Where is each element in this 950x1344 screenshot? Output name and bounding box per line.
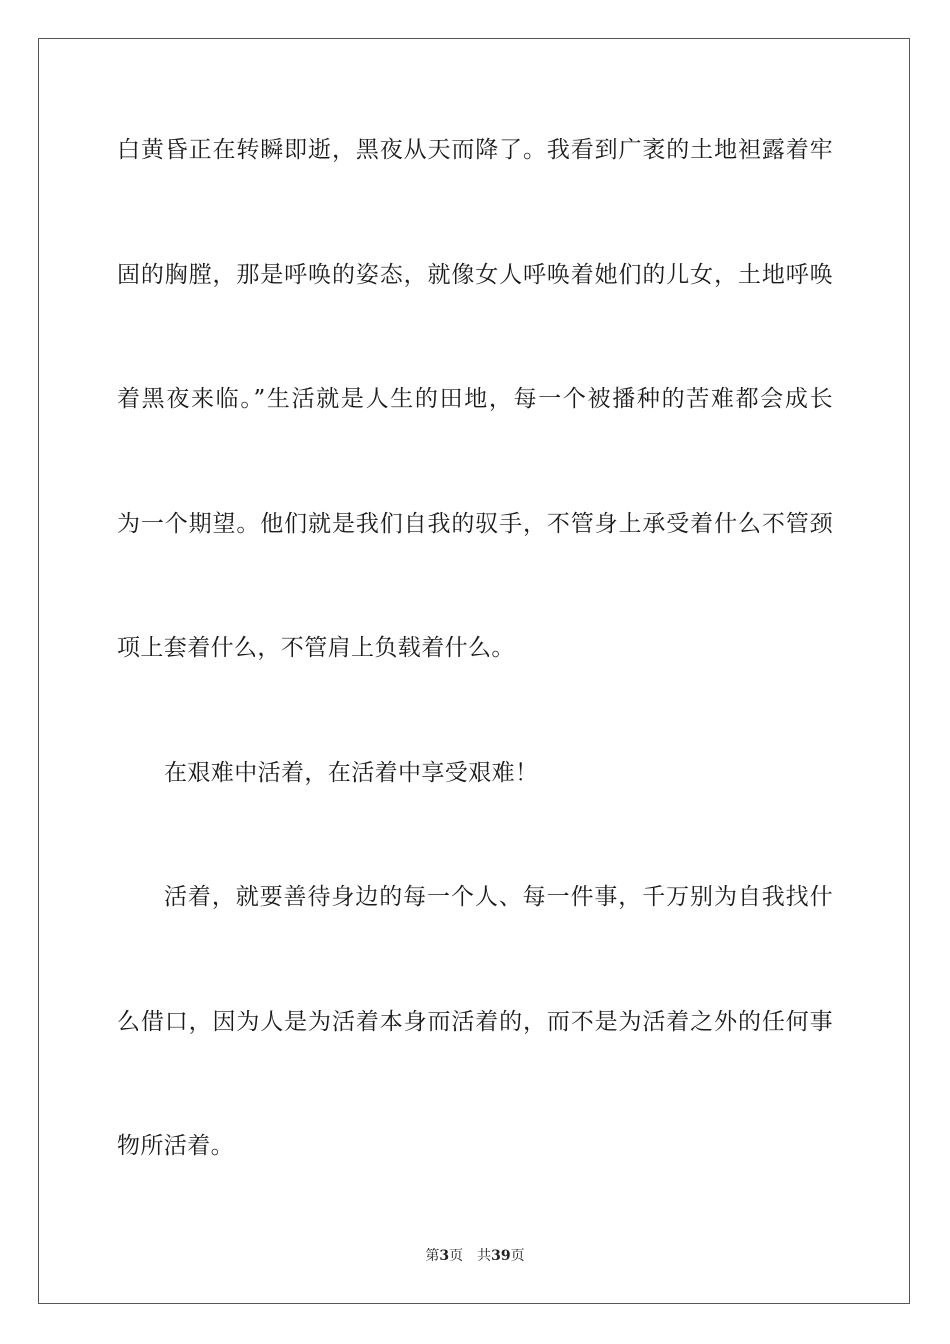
page-footer (0, 1247, 950, 1265)
text-line-9: 物所活着。 (117, 1133, 234, 1159)
text-line-7: 活着，就要善待身边的每一个人、每一件事，千万别为自我找什 (164, 884, 833, 910)
text-line-4: 为一个期望。他们就是我们自我的驭手，不管身上承受着什么不管颈 (117, 511, 833, 537)
text-line-8: 么借口，因为人是为活着本身而活着的，而不是为活着之外的任何事 (117, 1009, 833, 1035)
page-total: 39 (491, 1248, 511, 1264)
total-suffix: 页 (510, 1248, 525, 1264)
page-suffix: 页 (449, 1248, 464, 1264)
text-line-2: 固的胸膛，那是呼唤的姿态，就像女人呼唤着她们的儿女，土地呼唤 (117, 262, 833, 288)
text-line-3: 着黑夜来临。”生活就是人生的田地，每一个被播种的苦难都会成长 (117, 386, 833, 412)
page-current: 3 (439, 1248, 450, 1264)
total-prefix: 共 (477, 1248, 492, 1264)
text-line-6: 在艰难中活着，在活着中享受艰难！ (164, 760, 539, 786)
page-border (38, 38, 910, 1304)
page-prefix: 第 (425, 1248, 440, 1264)
text-line-1: 白黄昏正在转瞬即逝，黑夜从天而降了。我看到广袤的土地袒露着牢 (117, 137, 833, 163)
text-line-5: 项上套着什么，不管肩上负载着什么。 (117, 635, 515, 661)
